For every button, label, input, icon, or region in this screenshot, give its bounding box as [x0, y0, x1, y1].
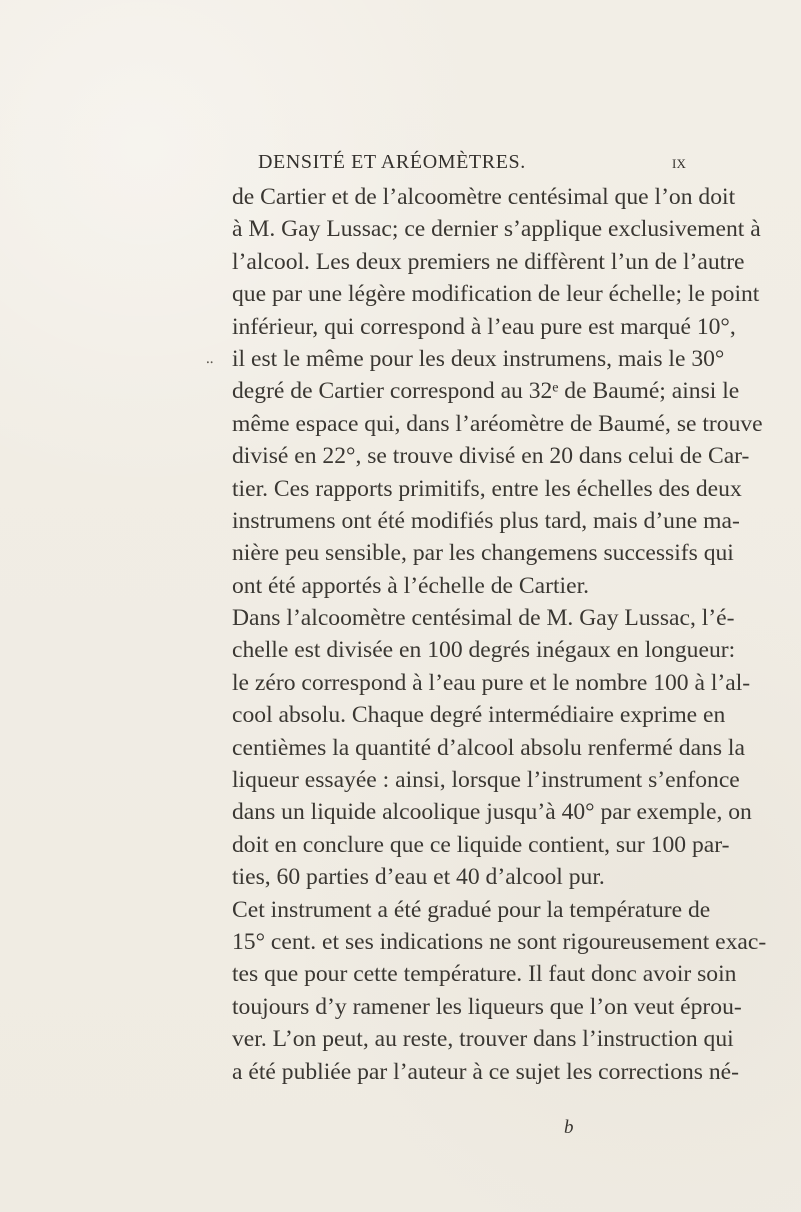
page-number: IX	[672, 156, 687, 171]
running-title: DENSITÉ ET ARÉOMÈTRES.	[258, 151, 526, 173]
margin-mark: ⸱⸱	[206, 355, 214, 371]
text-line: même espace qui, dans l’aréomètre de Baumé, se trouve	[232, 410, 763, 437]
page-header	[258, 151, 758, 175]
text-line: le zéro correspond à l’eau pure et le nombre 100 à l’al-	[232, 669, 751, 696]
text-line: divisé en 22°, se trouve divisé en 20 dans celui de Car-	[232, 443, 750, 470]
text-line: inférieur, qui correspond à l’eau pure est marqué 10°,	[232, 313, 736, 340]
text-line: dans un liquide alcoolique jusqu’à 40° par exemple, on	[232, 799, 752, 826]
text-line: liqueur essayée : ainsi, lorsque l’instrument s’enfonce	[232, 767, 740, 794]
main-text	[232, 181, 777, 1088]
text-line: l’alcool. Les deux premiers ne diffèrent l’un de l’autre	[232, 248, 745, 275]
text-line: Dans l’alcoomètre centésimal de M. Gay Lussac, l’é-	[232, 605, 735, 632]
text-line: ont été apportés à l’échelle de Cartier.	[232, 572, 590, 599]
text-line: cool absolu. Chaque degré intermédiaire exprime en	[232, 702, 726, 729]
text-line: degré de Cartier correspond au 32ᵉ de Baumé; ainsi le	[232, 378, 740, 405]
text-line: ver. L’on peut, au reste, trouver dans l’instruction qui	[232, 1026, 734, 1053]
signature-mark: b	[564, 1117, 574, 1138]
text-line: à M. Gay Lussac; ce dernier s’applique exclusivement à	[232, 216, 761, 243]
text-line: nière peu sensible, par les changemens successifs qui	[232, 540, 734, 567]
text-line: chelle est divisée en 100 degrés inégaux en longueur:	[232, 637, 736, 664]
text-line: ties, 60 parties d’eau et 40 d’alcool pur.	[232, 864, 605, 891]
text-line: doit en conclure que ce liquide contient, sur 100 par-	[232, 831, 730, 858]
text-line: instrumens ont été modifiés plus tard, mais d’une ma-	[232, 507, 740, 534]
text-line: tes que pour cette température. Il faut donc avoir soin	[232, 961, 737, 988]
text-line: tier. Ces rapports primitifs, entre les échelles des deux	[232, 475, 742, 502]
text-line: a été publiée par l’auteur à ce sujet les corrections né-	[232, 1058, 740, 1085]
text-line: centièmes la quantité d’alcool absolu renfermé dans la	[232, 734, 745, 761]
text-line: il est le même pour les deux instrumens, mais le 30°	[232, 345, 725, 372]
text-line: toujours d’y ramener les liqueurs que l’on veut éprou-	[232, 993, 742, 1020]
text-line: de Cartier et de l’alcoomètre centésimal que l’on doit	[232, 184, 736, 210]
text-line: 15° cent. et ses indications ne sont rigoureusement exac-	[232, 928, 767, 955]
text-line: Cet instrument a été gradué pour la température de	[232, 896, 711, 923]
text-line: que par une légère modification de leur échelle; le point	[232, 281, 760, 308]
